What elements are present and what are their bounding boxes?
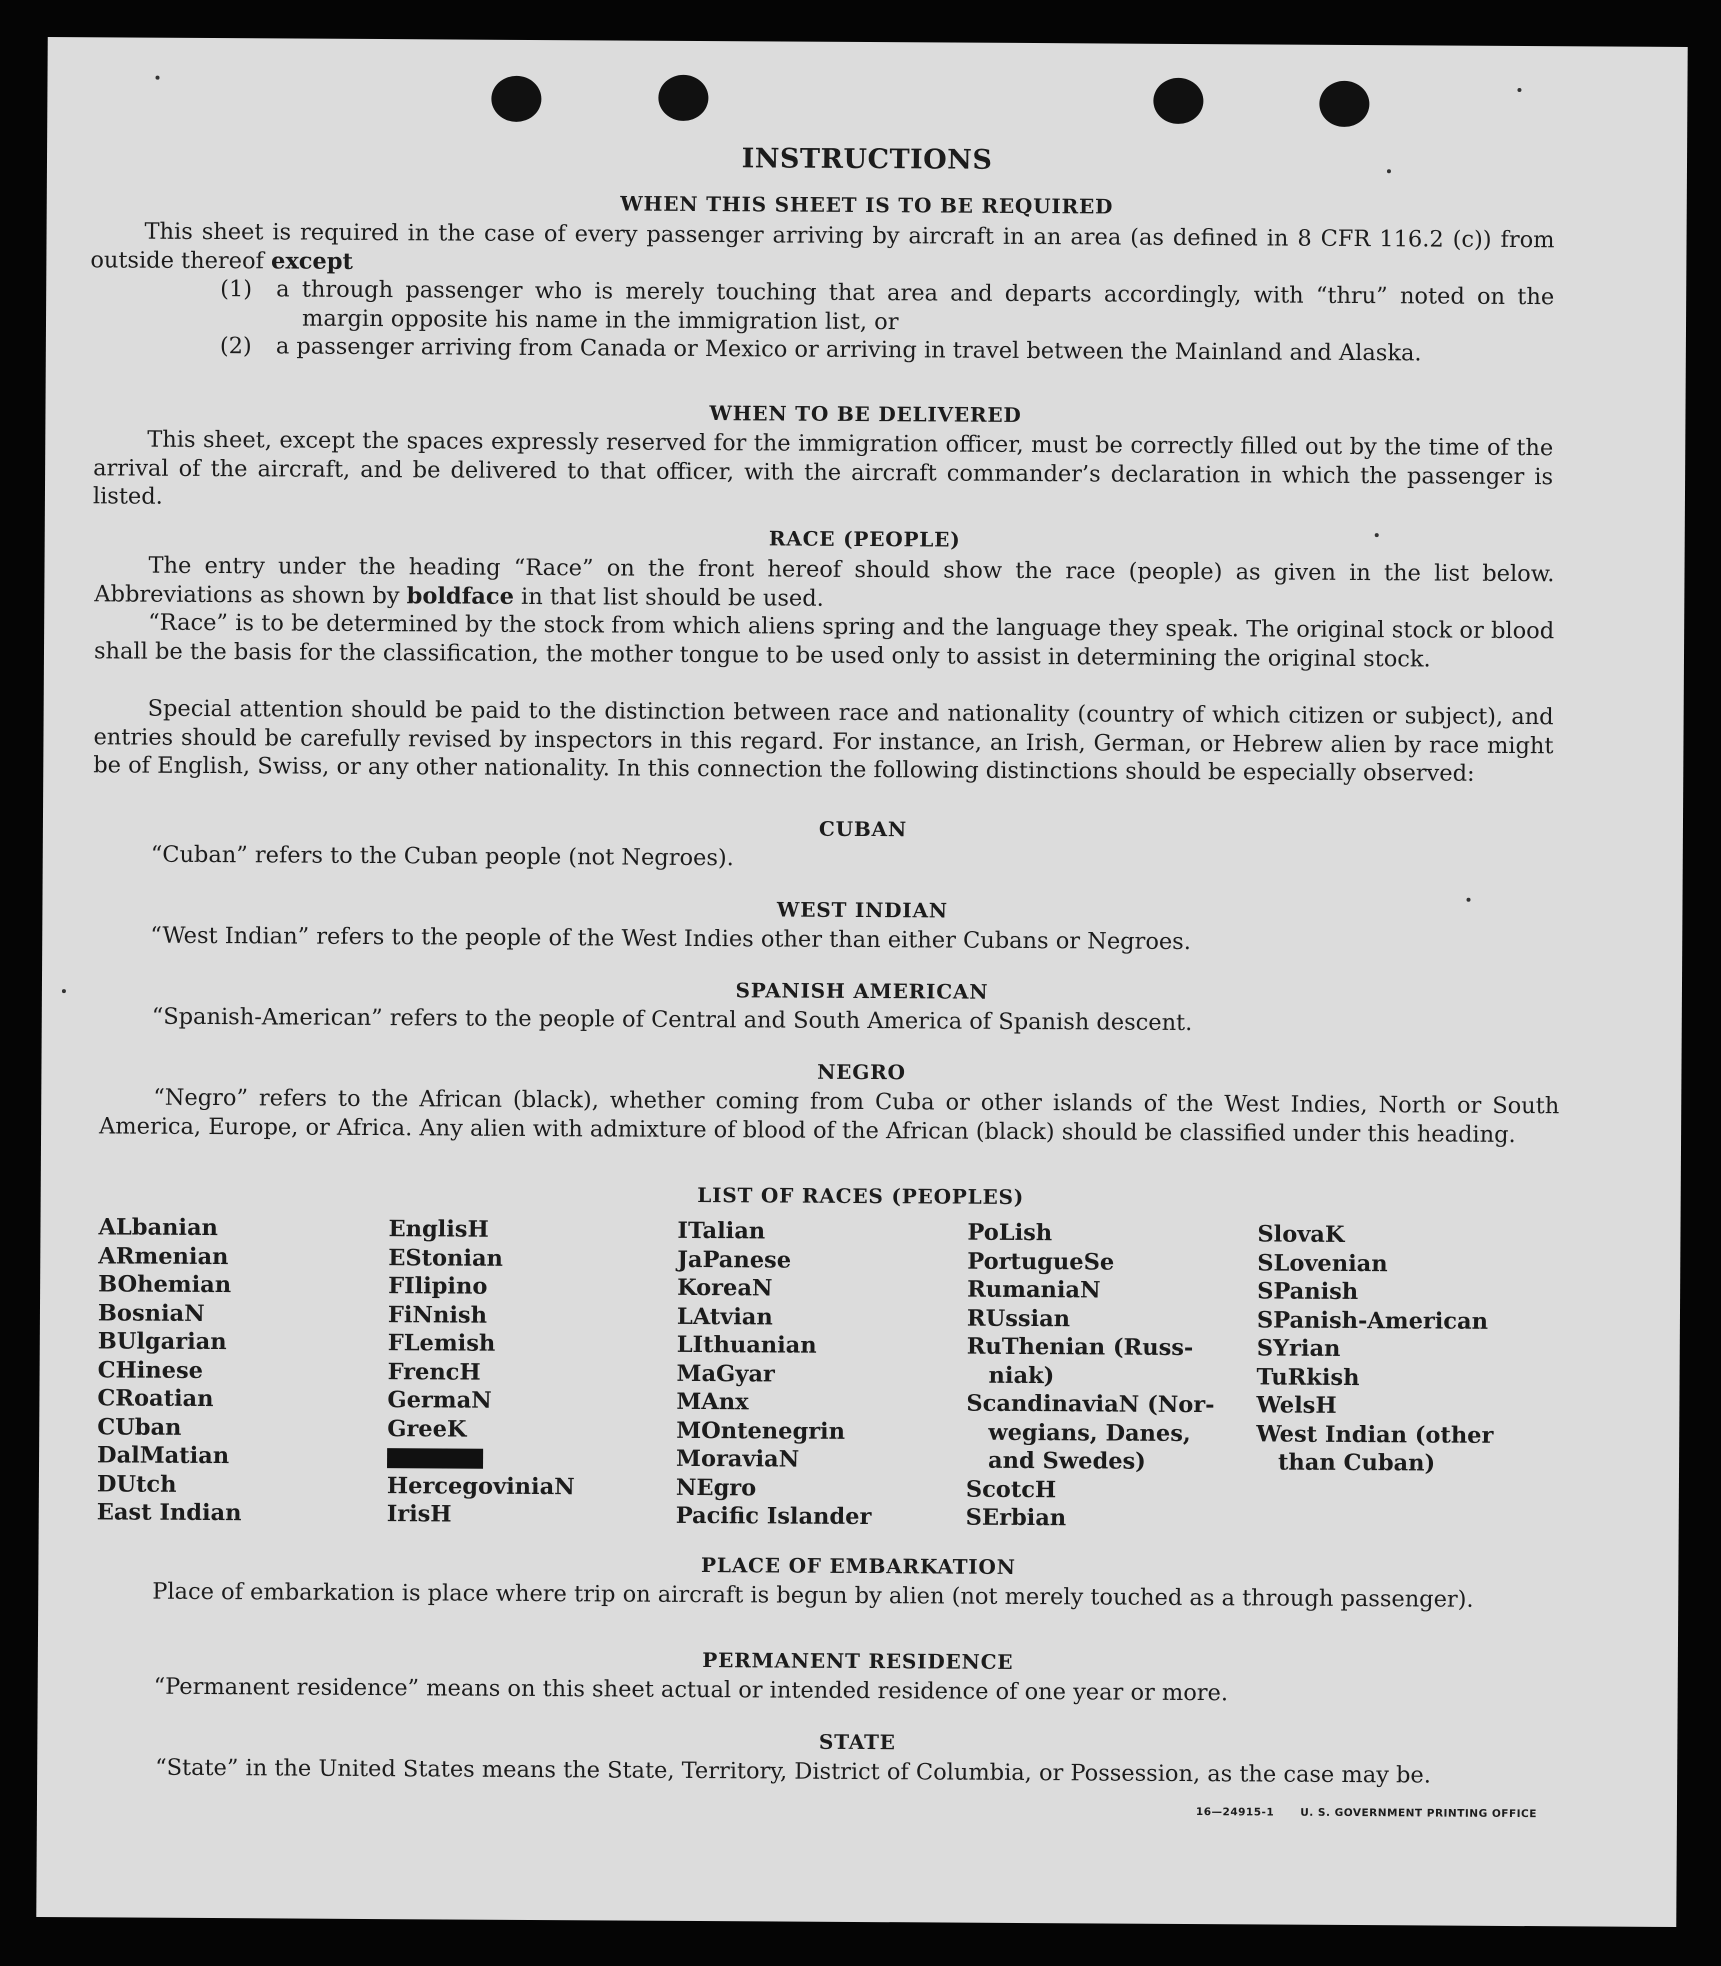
item-text: a through passenger who is merely touching that area and departs accordingly, with “thru” noted on the margin opposite his name in the immigration list, or <box>276 276 1555 335</box>
state-text: “State” in the United States means the State, Territory, District of Columbia, or Possession, as the case may be. <box>155 1754 1431 1789</box>
item-number: (1) <box>220 276 253 303</box>
heading-residence: PERMANENT RESIDENCE <box>702 1648 1014 1674</box>
race-entry: LIthuanian <box>676 1331 817 1359</box>
residence-text: “Permanent residence” means on this sheet actual or intended residence of one year or more. <box>153 1673 1229 1707</box>
race-entry: IrisH <box>386 1501 452 1528</box>
races-column-5 <box>1256 1220 1495 1478</box>
paragraph-residence <box>100 1672 1560 1709</box>
document-page <box>36 37 1687 1927</box>
race-entry: RuThenian (Russ- <box>966 1333 1194 1362</box>
form-code: 16—24915-1 <box>1195 1806 1275 1819</box>
race-entry: PortugueSe <box>967 1248 1115 1276</box>
race-entry: TuRkish <box>1256 1363 1360 1391</box>
race-entry: East Indian <box>96 1499 242 1527</box>
race-entry: West Indian (other <box>1256 1420 1494 1449</box>
punch-hole <box>1319 81 1369 127</box>
item-text: a passenger arriving from Canada or Mexico or arriving in travel between the Mainland and Alaska. <box>275 333 1422 367</box>
race-entry: LAtvian <box>676 1303 773 1330</box>
printer-footer <box>1170 1806 1537 1820</box>
race-entry: CRoatian <box>97 1385 214 1413</box>
race-entry: ITalian <box>677 1217 766 1245</box>
spanish-american-text: “Spanish-American” refers to the people of Central and South America of Spanish descent. <box>151 1003 1193 1037</box>
race-entry: RumaniaN <box>967 1276 1101 1304</box>
race-entry: SPanish <box>1257 1278 1359 1306</box>
race-entry: CUban <box>97 1413 182 1441</box>
race-entry: GermaN <box>387 1387 492 1414</box>
race-entry: JaPanese <box>677 1246 792 1274</box>
heading-state: STATE <box>818 1729 896 1755</box>
heading-delivered: WHEN TO BE DELIVERED <box>709 401 1022 427</box>
embarkation-text: Place of embarkation is place where trip on aircraft is begun by alien (not merely touched as a through passenger). <box>152 1578 1474 1613</box>
list-item-1 <box>220 275 1554 340</box>
heading-list-of-races: LIST OF RACES (PEOPLES) <box>697 1182 1025 1209</box>
heading-negro: NEGRO <box>817 1059 906 1085</box>
heading-spanish-american: SPANISH AMERICAN <box>735 978 989 1004</box>
race-entry: MAnx <box>676 1388 749 1416</box>
race-entry: SLovenian <box>1257 1249 1388 1277</box>
page-title: INSTRUCTIONS <box>741 143 993 176</box>
printer-name: U. S. GOVERNMENT PRINTING OFFICE <box>1300 1806 1537 1821</box>
race-entry: than Cuban) <box>1277 1449 1436 1477</box>
race-entry: and Swedes) <box>987 1447 1146 1475</box>
paragraph-race-2 <box>94 608 1554 674</box>
heading-race: RACE (PEOPLE) <box>768 526 961 552</box>
race-entry: FiNnish <box>387 1301 488 1329</box>
race-entry: ScotcH <box>965 1476 1057 1503</box>
delivered-text: This sheet, except the spaces expressly reserved for the immigration officer, must be correctly filled out by the time of the arrival of the aircraft, and be delivered to that officer, with the aircraft commander’s declaration in which the passenger is listed. <box>92 426 1554 510</box>
race-p3: Special attention should be paid to the distinction between race and nationality (country of which citizen or subject), and entries should be carefully revised by inspectors in this regard. For instance, an Irish, German, or Hebrew alien by race might be of English, Swiss, or any other nationality. In this connection the following distinctions should be especially observed: <box>93 695 1554 787</box>
race-entry: niak) <box>988 1362 1055 1389</box>
race-entry: FIlipino <box>388 1273 488 1300</box>
cuban-text: “Cuban” refers to the Cuban people (not Negroes). <box>150 841 734 872</box>
race-entry: BosniaN <box>97 1299 205 1327</box>
paragraph-west-indian <box>96 921 1556 958</box>
paragraph-delivered <box>93 425 1553 519</box>
race-entry: WelsH <box>1256 1392 1337 1419</box>
paragraph-required <box>90 217 1554 283</box>
race-entry: EnglisH <box>388 1216 489 1243</box>
race-entry: ScandinaviaN (Nor- <box>966 1390 1215 1419</box>
races-column-1 <box>97 1213 244 1527</box>
race-entry: CHinese <box>97 1356 204 1384</box>
paragraph-spanish-american <box>98 1002 1558 1039</box>
race-p2: “Race” is to be determined by the stock from which aliens spring and the language they speak. The original stock or blood shall be the basis for the classification, the mother tongue to be used only to assist in determining the original stock. <box>93 609 1555 672</box>
race-boldface: boldface <box>406 582 515 610</box>
race-entry: KoreaN <box>677 1274 773 1302</box>
race-entry: ALbanian <box>98 1214 219 1242</box>
paragraph-race-3 <box>93 694 1553 788</box>
redacted-entry <box>387 1443 575 1473</box>
race-p1a: The entry under the heading “Race” on the front hereof should show the race (people) as given in the list below. Abbreviations as shown by <box>94 552 1555 609</box>
race-entry: NEgro <box>675 1474 757 1501</box>
race-entry: DalMatian <box>97 1442 230 1470</box>
race-entry: SPanish-American <box>1256 1306 1489 1335</box>
paragraph-embarkation <box>98 1577 1558 1614</box>
race-entry: FLemish <box>387 1330 496 1357</box>
race-entry: SYrian <box>1256 1335 1341 1362</box>
race-entry: EStonian <box>388 1244 504 1272</box>
race-entry: GreeK <box>387 1415 467 1443</box>
race-entry: SlovaK <box>1257 1221 1345 1248</box>
race-entry: MOntenegrin <box>676 1417 846 1445</box>
race-entry: HercegoviniaN <box>386 1472 575 1500</box>
paragraph-state <box>101 1753 1561 1790</box>
required-except: except <box>270 247 354 275</box>
west-indian-text: “West Indian” refers to the people of the West Indies other than either Cubans or Negroes. <box>150 922 1192 956</box>
race-entry: SErbian <box>965 1504 1067 1532</box>
negro-text: “Negro” refers to the African (black), whether coming from Cuba or other islands of the West Indies, North or South America, Europe, or Africa. Any alien with admixture of blood of the African (black) should be classified under this heading. <box>99 1084 1560 1148</box>
speck <box>1517 88 1521 92</box>
race-entry: wegians, Danes, <box>988 1419 1191 1447</box>
race-entry: DUtch <box>96 1470 177 1498</box>
speck <box>155 76 159 80</box>
heading-required: WHEN THIS SHEET IS TO BE REQUIRED <box>620 191 1114 219</box>
punch-hole <box>1153 78 1203 124</box>
required-intro: This sheet is required in the case of every passenger arriving by aircraft in an area (as defined in 8 CFR 116.2 (c)) from outside thereof <box>90 218 1555 274</box>
race-entry: BUlgarian <box>97 1328 227 1356</box>
paragraph-race-1 <box>94 551 1554 617</box>
races-column-2 <box>387 1215 577 1530</box>
race-entry: FrencH <box>387 1358 481 1386</box>
races-column-4 <box>966 1219 1216 1534</box>
punch-hole <box>658 75 708 121</box>
race-entry: ARmenian <box>98 1242 229 1270</box>
race-entry: RUssian <box>966 1305 1071 1332</box>
races-column-3 <box>676 1217 874 1532</box>
race-entry: PoLish <box>967 1219 1053 1247</box>
paragraph-cuban <box>97 840 1557 877</box>
heading-cuban: CUBAN <box>818 816 908 842</box>
race-entry: MoraviaN <box>676 1445 800 1473</box>
heading-west-indian: WEST INDIAN <box>776 897 948 923</box>
race-entry: BOhemian <box>98 1271 232 1299</box>
paragraph-negro <box>99 1083 1559 1149</box>
race-entry: MaGyar <box>676 1360 775 1387</box>
race-entry: Pacific Islander <box>675 1502 872 1531</box>
punch-hole <box>491 76 541 122</box>
race-p1b: in that list should be used. <box>521 583 824 612</box>
heading-embarkation: PLACE OF EMBARKATION <box>701 1553 1016 1579</box>
item-number: (2) <box>219 333 252 360</box>
